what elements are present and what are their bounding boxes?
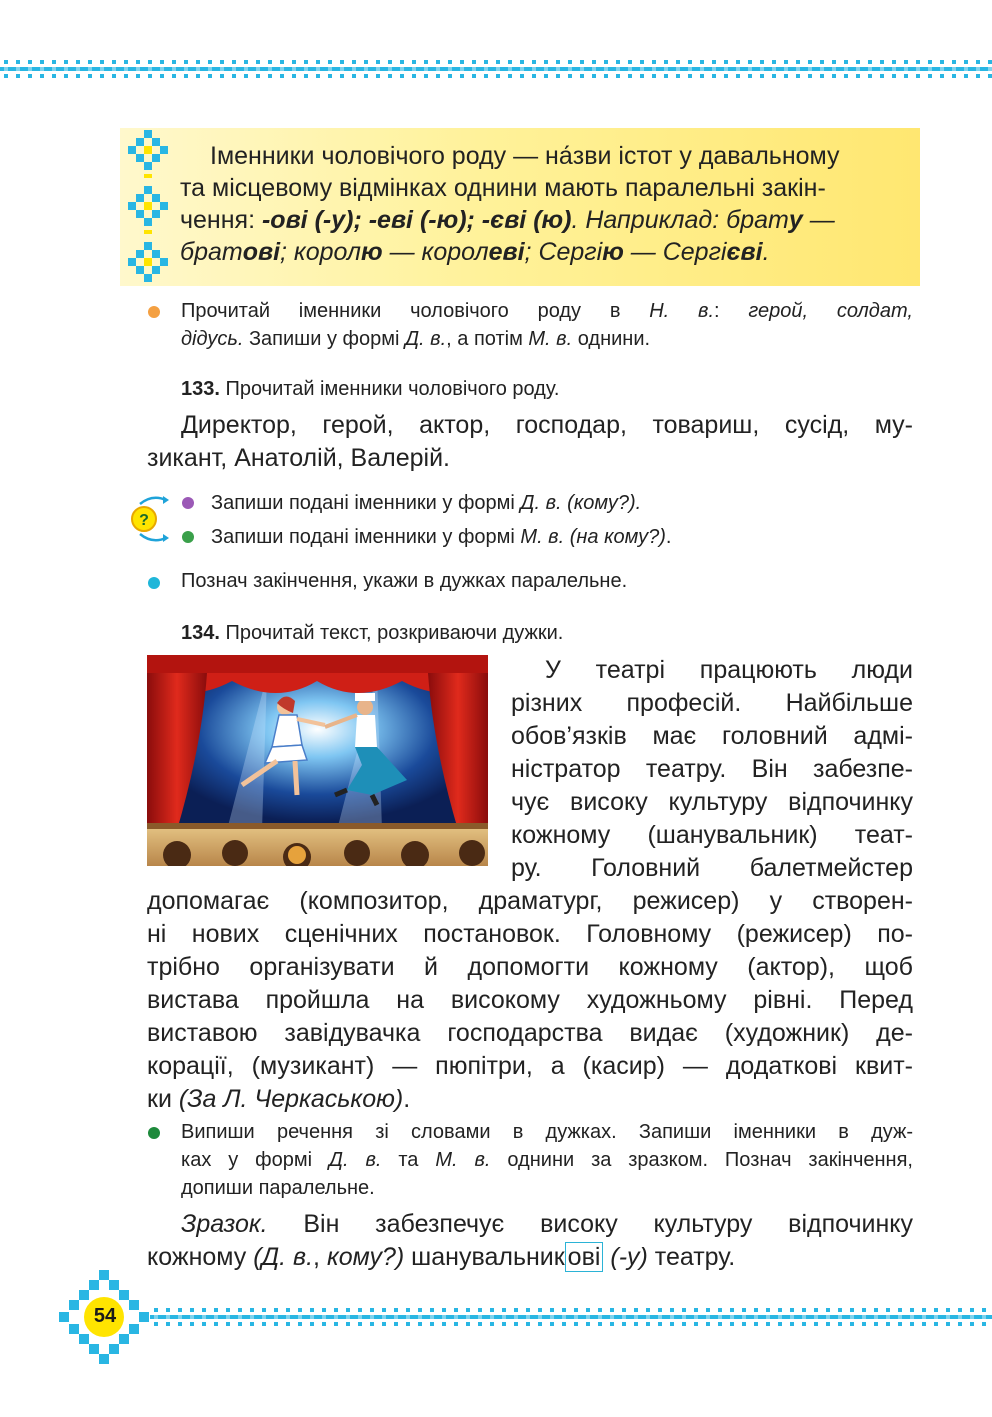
task-write-sentences: Випиши речення зі словами в дужках. Запиши іменники в дуж- ках у формі Д. в. та М. в. однини за зразком. Познач закінчення, допиши паралельне. [181,1121,913,1199]
exercise-134-heading [181,619,913,647]
exercise-133-heading [181,375,913,403]
option-dative: Запиши подані іменники у формі Д. в. (кому?). [211,492,642,514]
example-word: — корол [382,238,489,266]
darkgreen-bullet-icon [148,1127,160,1139]
example-word: ; корол [280,238,361,266]
exercise-number: 134. [181,622,220,644]
cyan-bullet-icon [148,577,160,589]
example-word: — Сергі [623,238,727,266]
rule-text [180,140,915,268]
exercise-134-text-full: допомагає (композитор, драматург, режисер) у створен- ні нових сценічних постановок. Головному (режисер) по- трібно організувати й допомогти кожному (актор), щоб вистава пройшла на високому художньому рівні. Перед виставою завідувачка господарства видає (художник) де- корації, (музикант) — пюпітри, а (касир) — додаткові квит- ки (За Л. Черкаською). [147,887,913,1113]
example-ending: єві [726,238,763,266]
page-number: 54 [93,1305,117,1327]
sample-label: Зразок. [181,1210,268,1238]
rule-text-part: — [802,206,835,234]
rule-text-part: . Наприклад: [571,206,727,234]
example-word: ; Сергі [524,238,603,266]
bottom-ornament-border [150,1306,992,1328]
task-mark-endings: Познач закінчення, укажи в дужках паралельне. [181,570,628,592]
vertical-ornament-icon [128,128,168,286]
task-read-nouns: Прочитай іменники чоловічого роду в Н. в.: герой, солдат, дідусь. Запиши у формі Д. в., а потім М. в. однини. [181,300,913,350]
sample-block: Зразок. Він забезпечує високу культуру відпочинку кожному (Д. в., кому?) шанувальник ові (-у) театру. [147,1210,913,1271]
green-bullet-icon [182,531,194,543]
example-word: брат [726,206,789,234]
exercise-133-words: Директор, герой, актор, господар, товариш, сусід, му- зикант, Анатолій, Валерій. [147,411,913,472]
example-ending: у [788,206,803,234]
example-ending: еві [488,238,525,266]
ending-box: ові [565,1242,604,1272]
exercise-instruction: Прочитай іменники чоловічого роду. [219,378,560,400]
exercise-instruction: Прочитай текст, розкриваючи дужки. [219,622,564,644]
svg-text:?: ? [139,512,149,529]
rule-line: Іменники чоловічого роду — на́зви істот у давальному [210,142,840,170]
rule-line: та місцевому відмінках однини мають паралельні закін- [180,174,826,202]
exercise-134-text-right: У театрі працюють люди різних професій. Найбільше обов’язків має головний адмі- ністратор театру. Він забезпе- чує високу культуру відпочинку кожному (шанувальник) теат- ру. Головний балетмейстер [511,656,913,882]
option-locative: Запиши подані іменники у формі М. в. (на кому?). [211,526,672,548]
rule-text-part: . [762,238,770,266]
exercise-number: 133. [181,378,220,400]
question-choice-icon [128,492,176,546]
theatre-dancers-illustration [147,655,488,866]
rule-endings: -ові (-у); -еві (-ю); -єві (ю) [261,206,572,234]
orange-bullet-icon [148,306,160,318]
example-ending: ю [602,238,624,266]
rule-line: чення: [180,206,262,234]
example-word: брат [180,238,243,266]
source-citation: (За Л. Черкаською) [178,1085,404,1113]
purple-bullet-icon [182,497,194,509]
example-ending: ю [361,238,383,266]
top-ornament-border [0,58,992,80]
example-ending: ові [242,238,281,266]
